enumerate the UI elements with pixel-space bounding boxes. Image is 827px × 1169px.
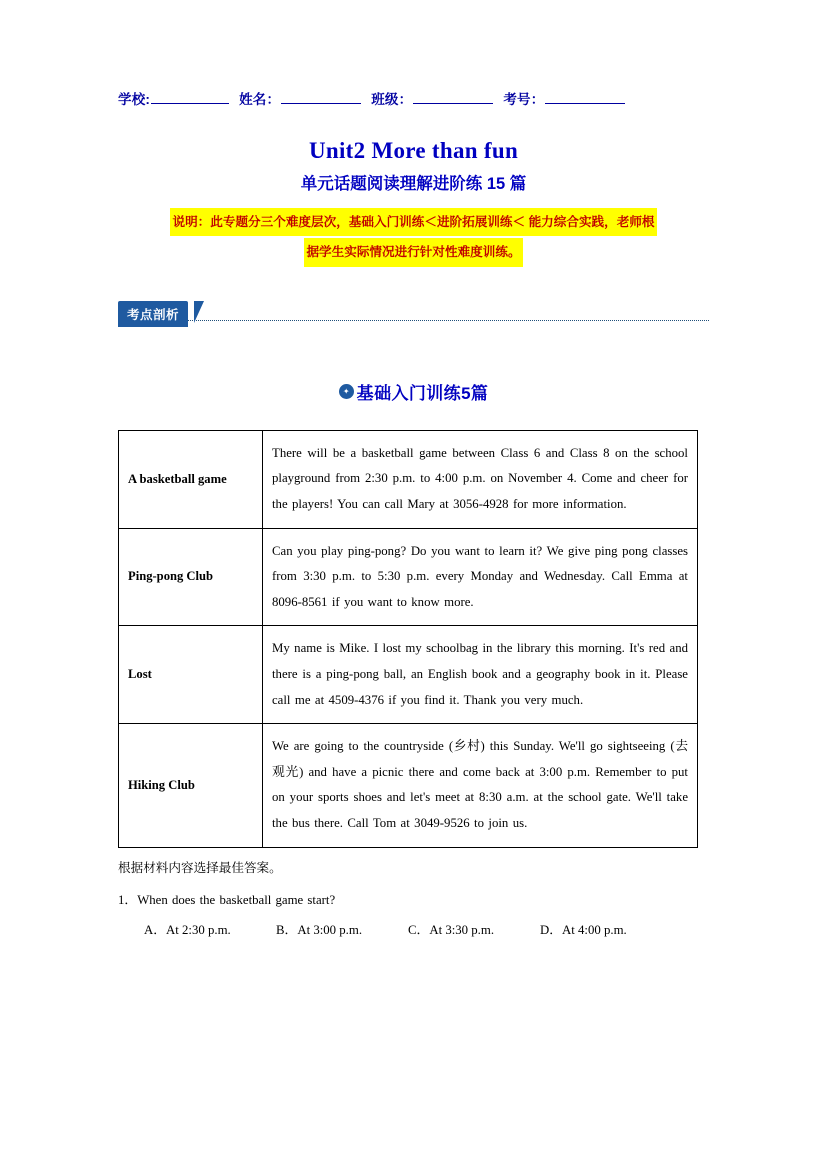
notice-body-2: Can you play ping-pong? Do you want to learn it? We give ping pong classes from 3:30 p.m. to 5:30 p.m. every Monday and Wednesday. Call Emma at 8096-8561 if you want to know more. [263, 528, 698, 626]
info-field-class [371, 88, 503, 108]
section-tag-row [118, 301, 709, 327]
option-c[interactable]: C．At 3:30 p.m. [408, 922, 495, 937]
info-label-school: 学校: [118, 92, 151, 107]
info-label-exam-number: 考号： [503, 92, 545, 107]
notice-body-4: We are going to the countryside (乡村) this Sunday. We'll go sightseeing (去观光) and have a picnic there and come back at 3:00 p.m. Remember to put on your sports shoes and let's meet at 8:30 a.m. at the school gate. We'll take the bus there. Call Tom at 3049-9526 to join us. [263, 724, 698, 847]
notice-title-1: A basketball game [119, 430, 263, 528]
table-row [119, 430, 698, 528]
section-divider [118, 320, 709, 321]
question-1-stem: 1．When does the basketball game start? [118, 892, 336, 907]
info-blank-class[interactable] [413, 91, 493, 104]
info-label-name: 姓名： [239, 92, 281, 107]
info-field-exam-number [503, 88, 635, 108]
table-row [119, 528, 698, 626]
question-1-options [118, 919, 709, 938]
notice-body-3: My name is Mike. I lost my schoolbag in the library this morning. It's red and there is a ping-pong ball, an English book and a geography book in it. Please call me at 4509-4376 if you find it. Thank you very much. [263, 626, 698, 724]
page-subtitle: 单元话题阅读理解进阶练 15 篇 [300, 175, 527, 193]
info-blank-name[interactable] [281, 91, 361, 104]
option-d[interactable]: D．At 4:00 p.m. [540, 922, 627, 937]
option-b[interactable]: B．At 3:00 p.m. [276, 922, 363, 937]
info-label-class: 班级： [371, 92, 413, 107]
star-icon: ✦ [339, 384, 354, 399]
info-field-school [118, 88, 239, 108]
questions-instruction: 根据材料内容选择最佳答案。 [118, 860, 282, 875]
student-info-line [118, 88, 709, 108]
page-title: Unit2 More than fun [308, 138, 519, 163]
level-heading [118, 379, 709, 404]
notices-table [118, 430, 698, 848]
note-line-2: 据学生实际情况进行针对性难度训练。 [304, 238, 522, 266]
notice-title-3: Lost [119, 626, 263, 724]
info-field-name [239, 88, 371, 108]
note-block [118, 208, 709, 267]
notice-body-1: There will be a basketball game between Class 6 and Class 8 on the school playground from 2:30 p.m. to 4:00 p.m. on November 4. Come and cheer for the players! You can call Mary at 3056-4928 for more information. [263, 430, 698, 528]
table-row [119, 626, 698, 724]
info-blank-school[interactable] [151, 91, 229, 104]
note-line-1: 说明：此专题分三个难度层次，基础入门训练＜进阶拓展训练＜ 能力综合实践，老师根 [170, 208, 656, 236]
option-a[interactable]: A．At 2:30 p.m. [144, 922, 231, 937]
table-row [119, 724, 698, 847]
info-blank-exam-number[interactable] [545, 91, 625, 104]
notice-title-4: Hiking Club [119, 724, 263, 847]
notice-title-2: Ping-pong Club [119, 528, 263, 626]
section-tag-label: 考点剖析 [118, 301, 188, 327]
level-heading-label: 基础入门训练5篇 [356, 383, 489, 403]
section-tag-corner [194, 301, 204, 323]
